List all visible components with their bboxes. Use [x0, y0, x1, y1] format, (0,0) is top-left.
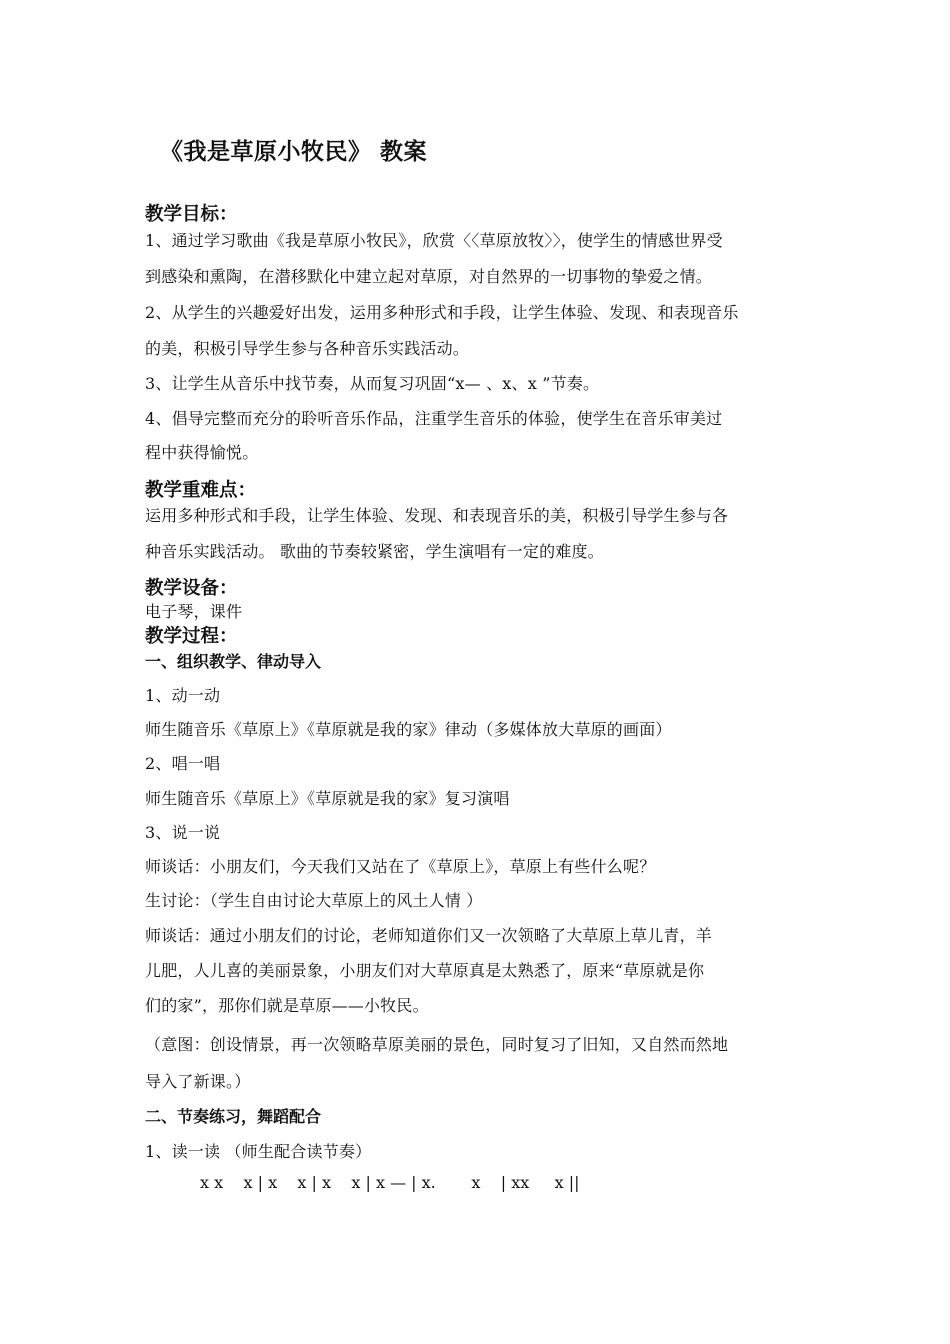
process-line: 2、唱一唱 — [145, 754, 221, 773]
part1-title: 一、组织教学、律动导入 — [145, 652, 322, 671]
goals-line: 到感染和熏陶，在潜移默化中建立起对草原，对自然界的一切事物的挚爱之情。 — [145, 267, 713, 286]
process-line: 们的家”，那你们就是草原——小牧民。 — [145, 996, 429, 1015]
process-line: 3、说一说 — [145, 823, 221, 842]
goals-line: 的美，积极引导学生参与各种音乐实践活动。 — [145, 339, 470, 358]
document-title: 《我是草原小牧民》 教案 — [160, 138, 428, 165]
process-line: （意图：创设情景，再一次领略草原美丽的景色，同时复习了旧知，又自然而然地 — [145, 1035, 729, 1054]
process-line: 1、读一读 （师生配合读节奏） — [145, 1142, 372, 1161]
key-points-line: 运用多种形式和手段，让学生体验、发现、和表现音乐的美，积极引导学生参与各 — [145, 506, 729, 525]
process-line: 导入了新课。） — [145, 1072, 251, 1091]
goals-line: 程中获得愉悦。 — [145, 443, 259, 462]
goals-heading: 教学目标： — [145, 204, 238, 225]
key-points-heading: 教学重难点： — [145, 480, 257, 501]
process-line: 儿肥，人儿喜的美丽景象，小朋友们对大草原真是太熟悉了，原来“草原就是你 — [145, 961, 705, 980]
process-line: 1、动一动 — [145, 686, 221, 705]
equipment-text: 电子琴，课件 — [145, 602, 243, 621]
goals-line: 1、通过学习歌曲《我是草原小牧民》，欣赏〈〈草原放牧〉〉，使学生的情感世界受 — [145, 231, 723, 250]
equipment-heading: 教学设备： — [145, 578, 238, 599]
process-line: 师谈话：通过小朋友们的讨论，老师知道你们又一次领略了大草原上草儿青，羊 — [145, 926, 713, 945]
process-heading: 教学过程： — [145, 626, 238, 647]
process-line: 生讨论：（学生自由讨论大草原上的风土人情 ） — [145, 891, 483, 910]
goals-line: 4、倡导完整而充分的聆听音乐作品，注重学生音乐的体验，使学生在音乐审美过 — [145, 409, 723, 428]
process-line: 师生随音乐《草原上》《草原就是我的家》复习演唱 — [145, 789, 510, 808]
key-points-line: 种音乐实践活动。 歌曲的节奏较紧密，学生演唱有一定的难度。 — [145, 542, 604, 561]
process-line: 师谈话：小朋友们，今天我们又站在了《草原上》，草原上有些什么呢？ — [145, 857, 656, 876]
process-line: 师生随音乐《草原上》《草原就是我的家》律动（多媒体放大草原的画面） — [145, 720, 672, 739]
goals-line: 2、从学生的兴趣爱好出发，运用多种形式和手段，让学生体验、发现、和表现音乐 — [145, 303, 739, 322]
rhythm-notation: x x x | x x | x x | x — | x. x | xx x || — [200, 1173, 580, 1192]
goals-line: 3、让学生从音乐中找节奏，从而复习巩固“x— 、x、x ”节奏。 — [145, 374, 600, 393]
part2-title: 二、节奏练习，舞蹈配合 — [145, 1107, 322, 1126]
